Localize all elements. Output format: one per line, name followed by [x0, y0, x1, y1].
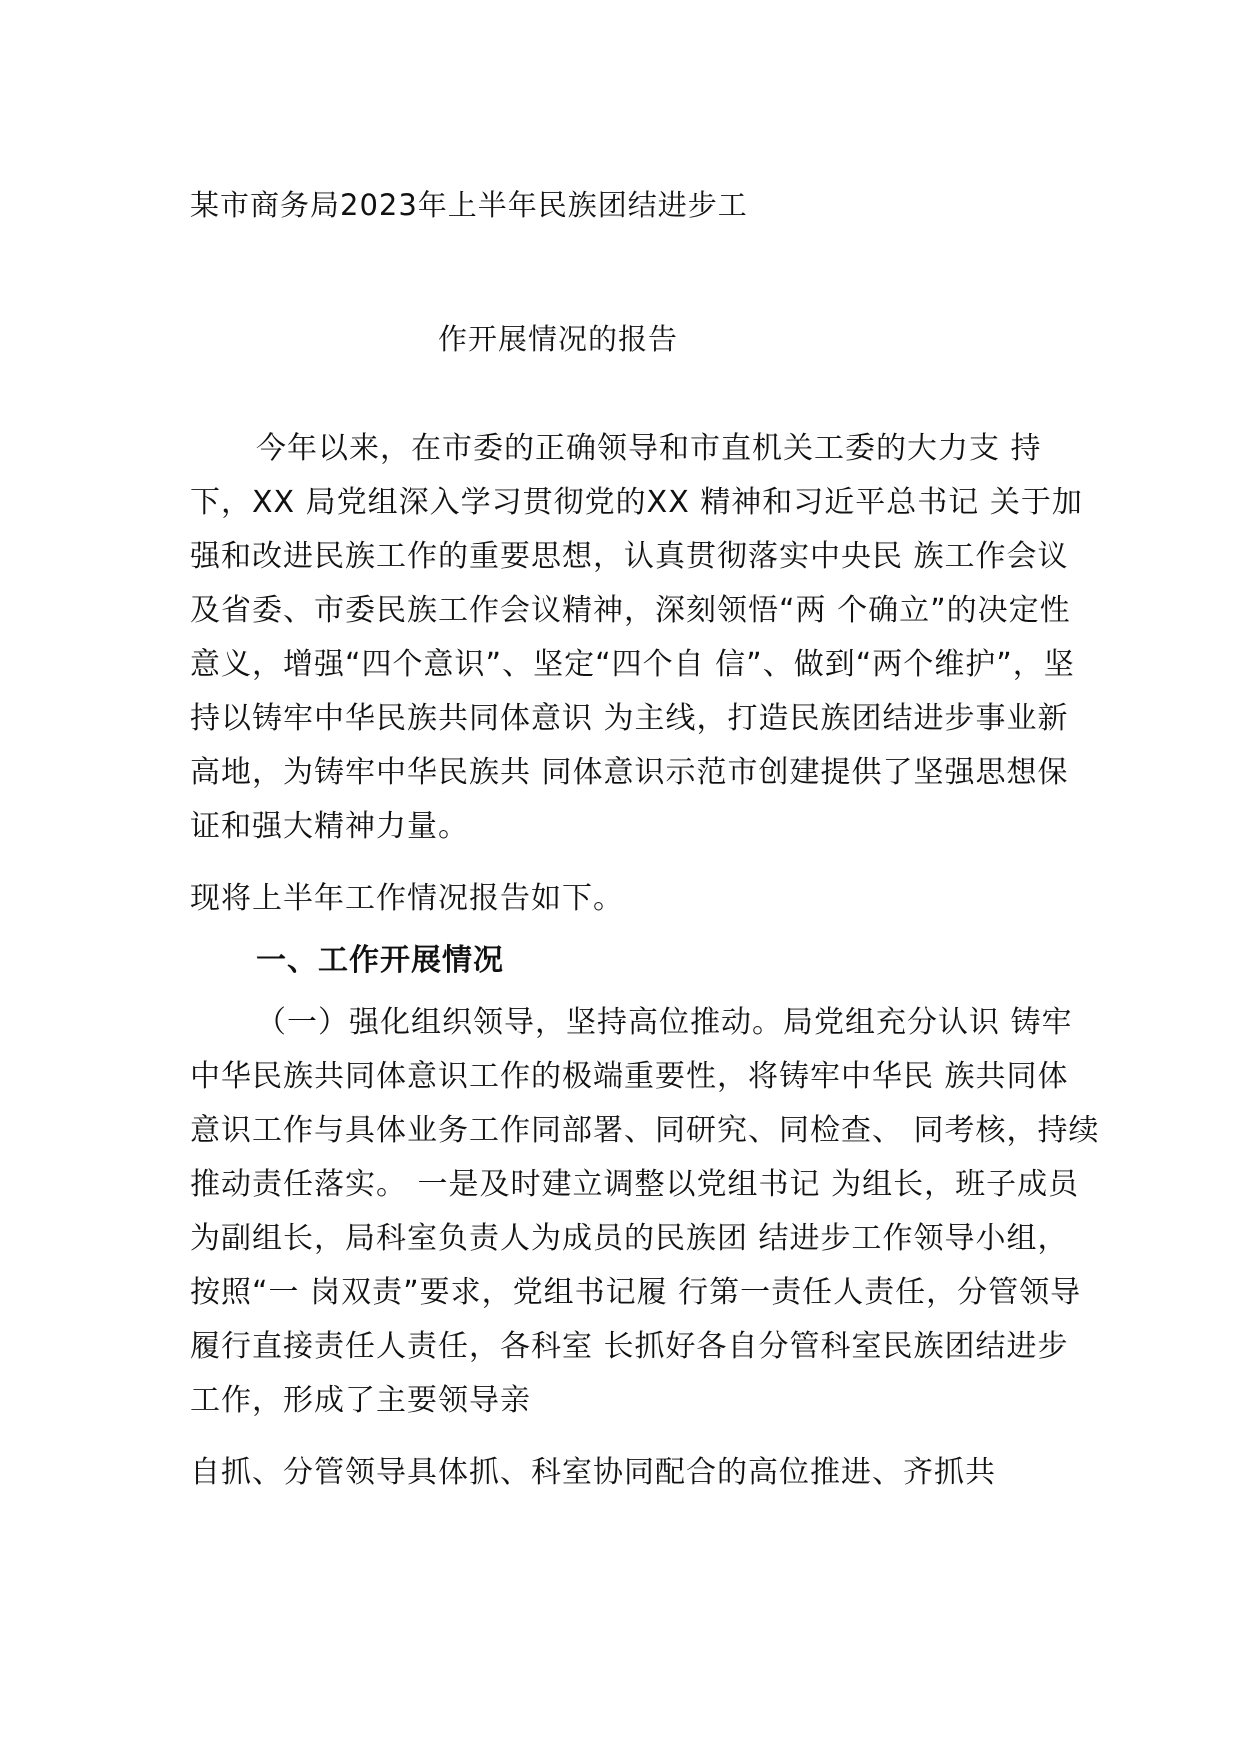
paragraph-3-line-1: （一）强化组织领导，坚持高位推动。局党组充分认识 铸牢 [256, 1005, 1073, 1040]
document-title-line-2: 作开展情况的报告 [438, 322, 679, 356]
paragraph-3-line-7: 履行直接责任人责任，各科室 长抓好各自分管科室民族团结进步 [190, 1329, 1069, 1364]
paragraph-3-line-5: 为副组长，局科室负责人为成员的民族团 结进步工作领导小组， [190, 1221, 1069, 1256]
paragraph-1-line-7: 高地，为铸牢中华民族共 同体意识示范市创建提供了坚强思想保 [190, 755, 1069, 790]
paragraph-3-line-3: 意识工作与具体业务工作同部署、同研究、同检查、 同考核，持续 [190, 1113, 1100, 1148]
paragraph-3-line-8: 工作，形成了主要领导亲 [190, 1383, 531, 1418]
paragraph-1-line-3: 强和改进民族工作的重要思想，认真贯彻落实中央民 族工作会议 [190, 539, 1069, 574]
paragraph-3-line-2: 中华民族共同体意识工作的极端重要性，将铸牢中华民 族共同体 [190, 1059, 1069, 1094]
paragraph-1-line-6: 持以铸牢中华民族共同体意识 为主线，打造民族团结进步事业新 [190, 701, 1069, 736]
section-heading-1: 一、工作开展情况 [256, 943, 504, 978]
paragraph-1-line-8: 证和强大精神力量。 [190, 809, 469, 844]
paragraph-1-line-4: 及省委、市委民族工作会议精神，深刻领悟“两 个确立”的决定性 [190, 593, 1071, 628]
paragraph-4-line-1: 自抓、分管领导具体抓、科室协同配合的高位推进、齐抓共 [190, 1455, 996, 1490]
document-title-line-1: 某市商务局2023年上半年民族团结进步工 [190, 188, 748, 222]
paragraph-3-line-4: 推动责任落实。 一是及时建立调整以党组书记 为组长，班子成员 [190, 1167, 1080, 1202]
paragraph-1-line-1: 今年以来，在市委的正确领导和市直机关工委的大力支 持 [256, 431, 1042, 466]
paragraph-2: 现将上半年工作情况报告如下。 [190, 881, 624, 916]
paragraph-3-line-6: 按照“一 岗双责”要求，党组书记履 行第一责任人责任，分管领导 [190, 1275, 1082, 1310]
paragraph-1-line-5: 意义，增强“四个意识”、坚定“四个自 信”、做到“两个维护”，坚 [190, 647, 1075, 682]
paragraph-1-line-2: 下，XX 局党组深入学习贯彻党的XX 精神和习近平总书记 关于加 [190, 485, 1083, 520]
